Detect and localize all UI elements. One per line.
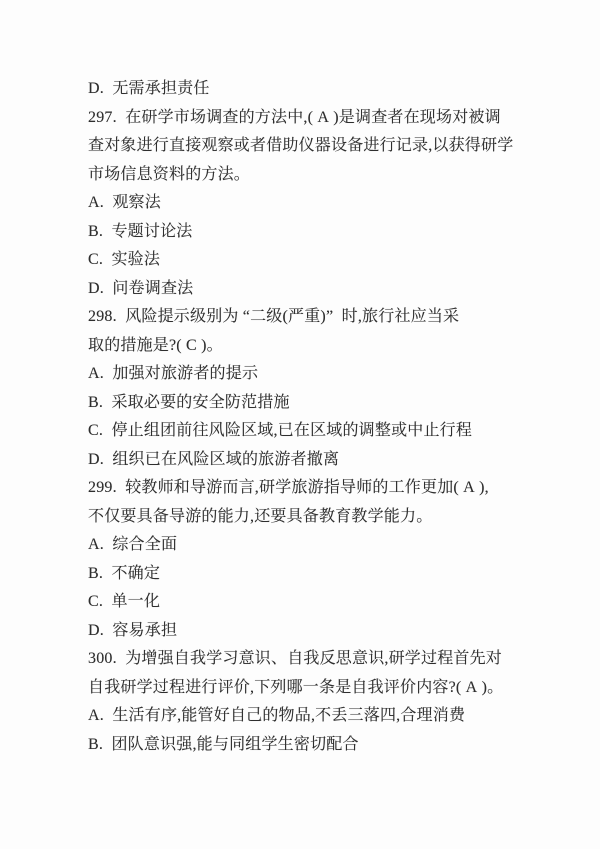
q299-option-d: D. 容易承担: [88, 621, 178, 639]
q300-stem-line-1: 300. 为增强自我学习意识、自我反思意识,研学过程首先对: [88, 650, 503, 667]
q297-stem-line-1: 297. 在研学市场调查的方法中,( A )是调查者在现场对被调: [88, 108, 501, 126]
q298-option-a: A. 加强对旅游者的提示: [88, 365, 259, 382]
q300-stem-line-2: 自我研学过程进行评价,下列哪一条是自我评价内容?( A )。: [88, 678, 504, 696]
q297-stem-line-3: 市场信息资料的方法。: [88, 165, 251, 183]
q297-option-d: D. 问卷调查法: [88, 279, 194, 297]
q298-stem-line-2: 取的措施是?( C )。: [88, 336, 223, 354]
document-text-column: [88, 75, 528, 759]
q299-stem-line-1: 299. 较教师和导游而言,研学旅游指导师的工作更加( A ),: [88, 479, 489, 496]
q297-option-a: A. 观察法: [88, 194, 161, 211]
q298-option-d: D. 组织已在风险区域的旅游者撤离: [88, 450, 340, 468]
q296-option-d: D. 无需承担责任: [88, 80, 210, 97]
q299-option-a: A. 综合全面: [88, 536, 178, 553]
q298-option-c: C. 停止组团前往风险区域,已在区域的调整或中止行程: [88, 422, 473, 439]
q298-option-b: B. 采取必要的安全防范措施: [88, 393, 290, 411]
q299-option-b: B. 不确定: [88, 564, 161, 582]
q297-option-c: C. 实验法: [88, 251, 161, 268]
q299-stem-line-2: 不仅要具备导游的能力,还要具备教育教学能力。: [88, 507, 433, 525]
q300-option-a: A. 生活有序,能管好自己的物品,不丢三落四,合理消费: [88, 707, 466, 724]
q299-option-c: C. 单一化: [88, 593, 161, 610]
q297-stem-line-2: 查对象进行直接观察或者借助仪器设备进行记录,以获得研学: [88, 137, 514, 154]
q298-stem-line-1: 298. 风险提示级别为 “二级(严重)” 时,旅行社应当采: [88, 308, 460, 325]
q297-option-b: B. 专题讨论法: [88, 222, 193, 240]
q300-option-b: B. 团队意识强,能与同组学生密切配合: [88, 735, 359, 753]
